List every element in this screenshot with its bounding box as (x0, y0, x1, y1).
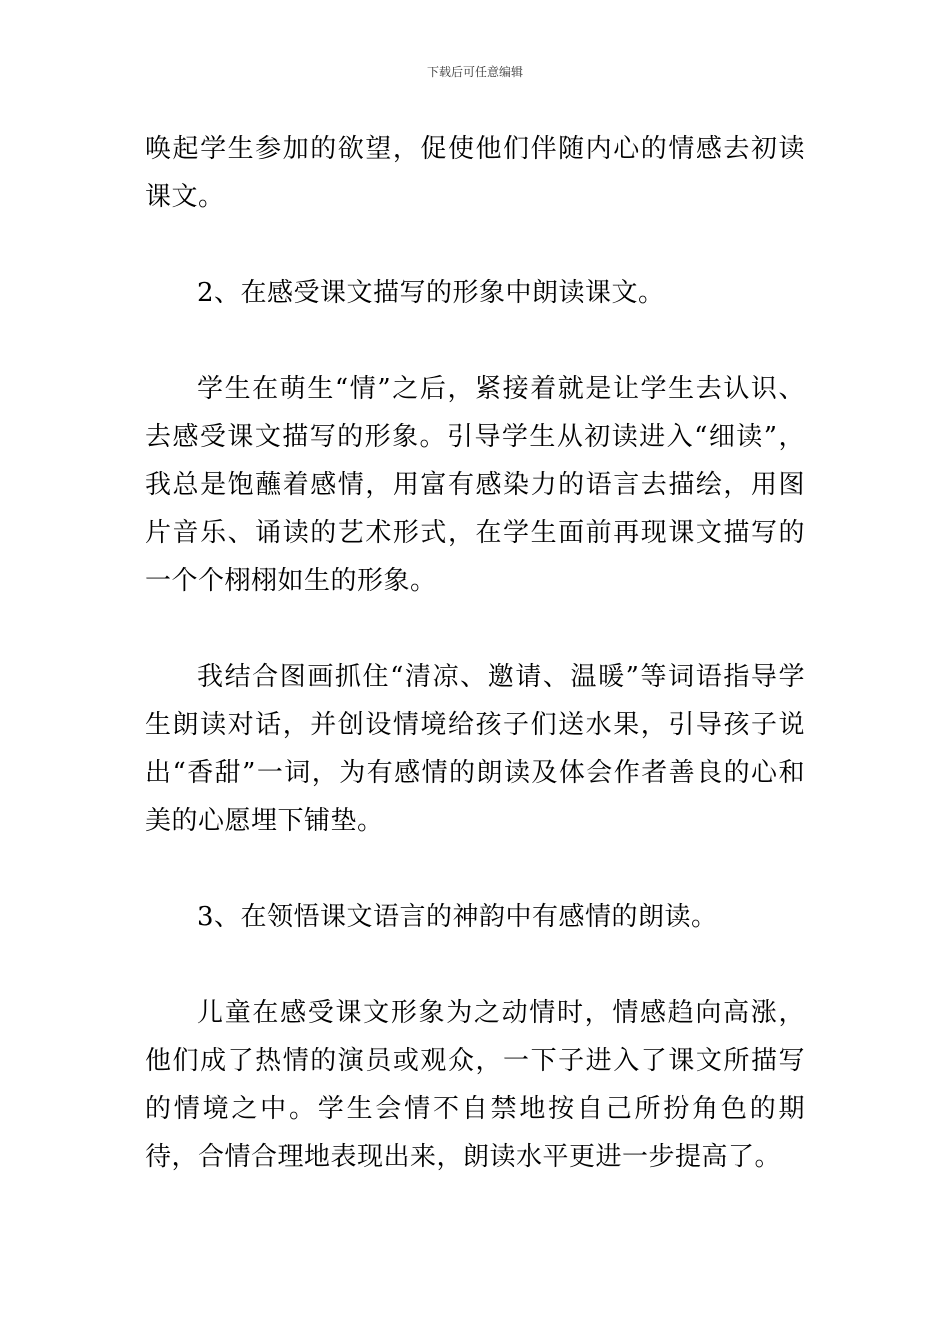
paragraph-body: 学生在萌生“情”之后，紧接着就是让学生去认识、去感受课文描写的形象。引导学生从初读进入“细读”，我总是饱蘸着感情，用富有感染力的语言去描绘，用图片音乐、诵读的艺术形式，在学生面前再现课文描写的一个个栩栩如生的形象。 (145, 374, 805, 596)
document-body (145, 125, 805, 1181)
paragraph-body: 儿童在感受课文形象为之动情时，情感趋向高涨，他们成了热情的演员或观众，一下子进入了课文所描写的情境之中。学生会情不自禁地按自己所扮角色的期待，合情合理地表现出来，朗读水平更进一步提高了。 (145, 998, 805, 1172)
section-heading-3: 3、在领悟课文语言的神韵中有感情的朗读。 (197, 902, 718, 932)
section-heading-2: 2、在感受课文描写的形象中朗读课文。 (197, 278, 665, 308)
page-header: 下载后可任意编辑 (426, 65, 523, 79)
paragraph-continuation: 唤起学生参加的欲望，促使他们伴随内心的情感去初读课文。 (145, 134, 805, 212)
paragraph-body: 我结合图画抓住“清凉、邀请、温暖”等词语指导学生朗读对话，并创设情境给孩子们送水果，引导孩子说出“香甜”一词，为有感情的朗读及体会作者善良的心和美的心愿埋下铺垫。 (145, 662, 805, 836)
